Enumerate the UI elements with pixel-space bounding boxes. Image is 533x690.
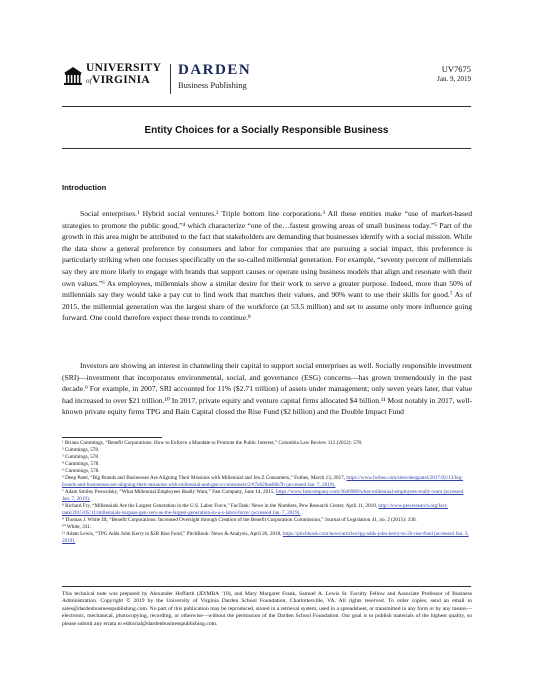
technical-note-rule [62, 586, 471, 587]
header-rule-top [62, 106, 471, 107]
footnote-5: ⁵ Cummings, 578. [62, 468, 100, 474]
footnote-6-link[interactable]: https://www.forbes.com/sites/deeppatel/2017/03/13/big-brands-and-businesses-are-aligning-their-missions-with-millennial-and-gen-z-consumers/2/#7e628ae66b7b (accessed Jan. 7, 2019). [62, 475, 464, 488]
footnote-7-link[interactable]: https://www.fastcompany.com/3046989/what-millennial-employees-really-want (accessed Jan. 7, 2019). [62, 489, 464, 502]
university-line1: UNIVERSITY [86, 62, 162, 74]
footnote-rule [62, 437, 162, 438]
footnote-8: ⁸ Richard Fry, “Millennials Are the Largest Generation in the U.S. Labor Force,” FacTank: News in the Numbers, Pew Research Center, April 11, 2018, http://www.pewresearch.org/fact-tank/2015/05/11/millennials-surpass-gen-xers-as-the-largest-generation-in-u-s-labor-force/ (accessed Jan. 7, 2019). [62, 503, 448, 516]
footnote-9: ⁹ Thomas J. White III, “Benefit Corporations: Increased Oversight through Creation of the Benefit Corporation Commission,” Journal of Legislation 41, no. 2 (2015): 330. [62, 517, 417, 523]
technical-note: This technical note was prepared by Alexander Hoffarth (JD/MBA ’18), and Mary Margaret Frank, Samuel A. Lewis Sr. Faculty Fellow and Associate Professor of Business Administration. Copyright © 2019 by the University of Virginia Darden School Foundation, Charlottesville, VA. All rights reserved. To order copies, send an email to sales@dardenbusinesspublishing.com. No part of this publication may be reproduced, stored in a retrieval system, used in a spreadsheet, or transmitted in any form or by any means—electronic, mechanical, photocopying, recording, or otherwise—without the permission of the Darden School Foundation. Our goal is to publish materials of the highest quality, so please submit any errata to editorial@dardenbusinesspublishing.com. [62, 591, 472, 627]
rotunda-icon [62, 64, 84, 86]
body-paragraph-2: Investors are showing an interest in channeling their capital to support social enterprises as well. Socially responsible investment (SRI)—investment that incorporates environmental, social, and governance (ESG) concerns—has grown tremendously in the past decade.⁹ For example, in 2007, SRI accounted for 11% ($2.71 trillion) of assets under management; only seven years later, that value had increased to over $21 trillion.¹⁰ In 2017, private equity and venture capital firms allocated $4 billion.¹¹ Most notably in 2017, well-known private equity firms TPG and Bain Capital closed the Rise Fund ($2 billion) and the Double Impact Fund [62, 361, 472, 417]
footnote-3: ³ Cummings, 578. [62, 454, 100, 460]
section-heading: Introduction [62, 183, 107, 192]
university-line2 [86, 74, 150, 86]
footnote-10: ¹⁰ White, 331. [62, 524, 92, 530]
document-title: Entity Choices for a Socially Responsible Business [144, 125, 389, 136]
header-divider [170, 64, 171, 94]
footnote-11: ¹¹ Adam Lewis, “TPG Adds John Kerry to $2B Rise Fund,” PitchBook: News & Analysis, April 26, 2018, https://pitchbook.com/news/articles/tpg-adds-john-kerry-to-2b-rise-fund (accessed Jan. 3, 2019). [62, 531, 469, 544]
footnote-4: ⁴ Cummings, 578. [62, 461, 100, 467]
case-date: Jan. 9, 2019 [437, 75, 471, 83]
footnote-11-link[interactable]: https://pitchbook.com/news/articles/tpg-adds-john-kerry-to-2b-rise-fund (accessed Jan. 3, 2019). [62, 531, 469, 544]
body-paragraph-1: Social enterprises.¹ Hybrid social ventures.² Triple bottom line corporations.³ All these entities make “use of market-based strategies to promote the public good,”⁴ which characterize “one of the…fastest growing areas of small business today.”⁵ Part of the growth in this area might be attributed to the fact that stakeholders are demanding that businesses identify with a social mission. While the data show a general preference by consumers and labor for companies that are pursuing a social impact, this preference is particularly striking when one focuses specifically on the so-called millennial generation. For example, “seventy percent of millennials say they are more likely to engage with brands that support causes or operate using business models that align and resonate with their own values.”⁶ As employees, millennials show a similar desire for their work to serve a greater purpose. Indeed, more than 50% of millennials say they would take a pay cut to find work that matches their values, and 90% want to use their skills for good.⁷ As of 2015, the millennial generation was the largest share of the workforce (at 53.5 million) and set to assume only more influence going forward. One could therefore expect these trends to continue.⁸ [62, 209, 472, 323]
university-of: of [86, 77, 93, 85]
case-code: UV7675 [441, 64, 471, 74]
university-name: VIRGINIA [92, 74, 151, 86]
footnote-7: ⁷ Adam Smiley Poswolsky, “What Millennial Employees Really Want,” Fast Company, June 14, 2015, https://www.fastcompany.com/3046989/what-millennial-employees-really-want (accessed Jan. 7, 2019). [62, 489, 464, 502]
footnote-6: ⁶ Deep Patel, “Big Brands and Businesses Are Aligning Their Missions with Millennial and Jen Z Consumers,” Forbes, March 13, 2017, https://www.forbes.com/sites/deeppatel/2017/03/13/big-brands-and-businesses-are-aligning-their-missions-with-millennial-and-gen-z-consumers/2/#7e628ae66b7b (accessed Jan. 7, 2019). [62, 475, 464, 488]
uva-logo [62, 62, 162, 94]
darden-brand: DARDEN [178, 62, 252, 78]
footnotes [62, 440, 472, 545]
header-rule-bottom [62, 148, 471, 149]
business-publishing-label: Business Publishing [178, 80, 247, 90]
footnote-1: ¹ Briana Cummings, “Benefit Corporations: How to Enforce a Mandate to Promote the Public Interest,” Columbia Law Review 112 (2012): 578. [62, 440, 363, 446]
footnote-8-link[interactable]: http://www.pewresearch.org/fact-tank/2015/05/11/millennials-surpass-gen-xers-as-the-largest-generation-in-u-s-labor-force/ (accessed Jan. 7, 2019). [62, 503, 448, 516]
footnote-2: ² Cummings, 578. [62, 447, 100, 453]
page-header [62, 62, 471, 98]
